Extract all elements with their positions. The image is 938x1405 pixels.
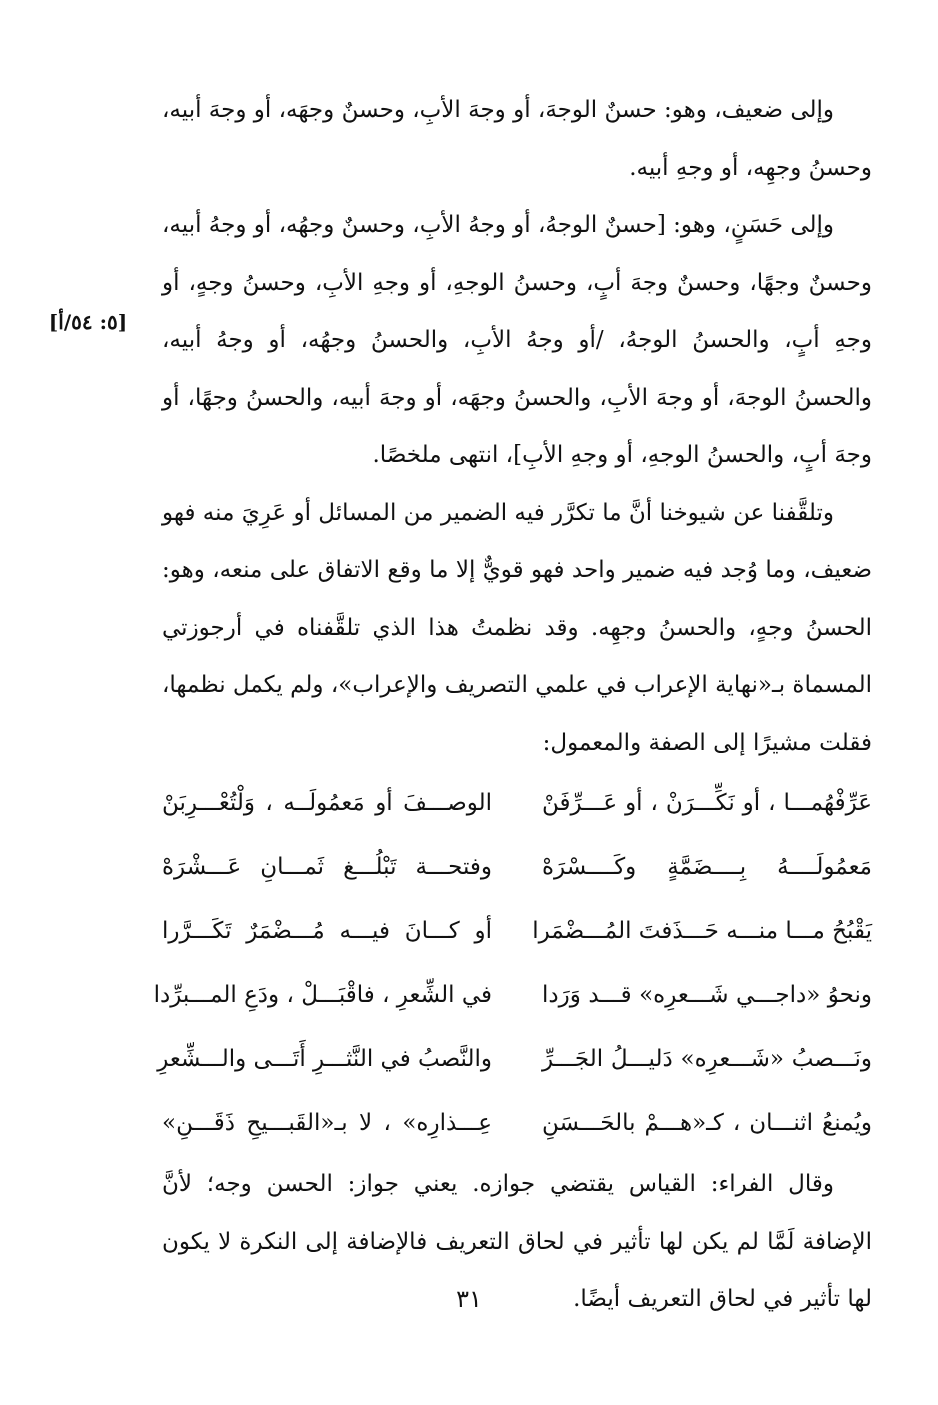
verse-first-hemistich: يَقْبُحُ مـــا منـــه حَـــذَفتَ المُـــضْمَرا: [532, 918, 872, 945]
verse-first-hemistich: ونحوُ «داجـــي شَـــعرِه» قـــد وَرَدا: [542, 982, 872, 1009]
verse-second-hemistich: والنَّصبُ في النَّثـــرِ أَتَـــى والـــشِّعرِ: [157, 1046, 492, 1073]
verse: [162, 900, 872, 964]
verse-first-hemistich: ونَـــصبُ «شَـــعرِه» دَليـــلُ الجَـــرِّ: [542, 1046, 872, 1073]
verse: [162, 1092, 872, 1156]
verse: [162, 836, 872, 900]
verse-second-hemistich: أو كـــانَ فيـــه مُـــضْمَرٌ تَكَـــرَّرا: [162, 918, 492, 945]
verse-second-hemistich: وفتحـــة تَبْلُـــغ ثَمـــانِ عَـــشْرَهْ: [162, 854, 492, 881]
verse: [153, 964, 872, 1028]
main-text: [153, 82, 872, 1329]
verse: [162, 772, 872, 836]
verse-first-hemistich: مَعمُولَــــهُ بِــــضَمَّةٍ وكَــــسْرَهْ: [542, 854, 872, 881]
page-number: ٣١: [456, 1285, 482, 1313]
paragraph: وإلى حَسَنٍ، وهو: [حسنٌ الوجهُ، أو وجهُ الأبِ، وحسنٌ وجهُه، أو وجهُ أبيه، وحسنٌ وجهًا، وحسنٌ وجهَ أبٍ، وحسنُ الوجهِ، أو وجهِ الأبِ، وحسنُ وجهٍ، أو وجهِ أبٍ، والحسنُ الوجهُ، /أو وجهُ الأبِ، والحسنُ وجهُه، أو وجهُ أبيه، والحسنُ الوجهَ، أو وجهَ الأبِ، والحسنُ وجهَه، أو وجهَ أبيه، والحسنُ وجهًا، أو وجهَ أبٍ، والحسنُ الوجهِ، أو وجهِ الأبِ]، انتهى ملخصًا.: [162, 212, 872, 468]
verse: [157, 1028, 872, 1092]
paragraph: وقال الفراء: القياس يقتضي جوازه. يعني جواز: الحسن وجه؛ لأنَّ الإضافة لَمَّا لم يكن لها تأثير في لحاق التعريف فالإضافة إلى النكرة لا يكون لها تأثير في لحاق التعريف أيضًا.: [162, 1171, 872, 1312]
verse-second-hemistich: في الشِّعرِ ، فاقْبَـــلْ ، ودَعِ المـــبرِّدا: [153, 982, 492, 1009]
verse-second-hemistich: الوصـــفَ أو مَعمُولَــه ، وَلْتُعْـــرِبَنْ: [162, 790, 492, 817]
paragraph: وتلقَّفنا عن شيوخنا أنَّ ما تكرَّر فيه الضمير من المسائل أو عَرِيَ منه فهو ضعيف، وما وُجد فيه ضمير واحد فهو قويٌّ إلا ما وقع الاتفاق على منعه، وهو: الحسنُ وجهٍ، والحسنُ وجهِه. وقد نظمتُ هذا الذي تلقَّفناه في أرجوزتي المسماة بـ«نهاية الإعراب في علمي التصريف والإعراب»، ولم يكمل نظمها، فقلت مشيرًا إلى الصفة والمعمول:: [162, 499, 872, 756]
verse-second-hemistich: عِـــذارِه» ، لا بـ«القَبـــيحِ ذَقَـــنِ»: [162, 1110, 492, 1137]
verse-first-hemistich: ويُمنعُ اثنـــان ، كـ«هـــمْ بالحَـــسَنِ: [542, 1110, 872, 1137]
poem: [153, 772, 872, 1156]
paragraph: وإلى ضعيف، وهو: حسنٌ الوجهَ، أو وجهَ الأبِ، وحسنٌ وجهَه، أو وجهَ أبيه، وحسنُ وجهِه، أو وجهِ أبيه.: [162, 97, 872, 181]
margin-note: [٥: ٥٤/أ]: [48, 310, 128, 334]
verse-first-hemistich: عَرِّفْهُمـــا ، أو نَكِّـــرَنْ ، أو عَـــرِّفَنْ: [542, 790, 872, 817]
